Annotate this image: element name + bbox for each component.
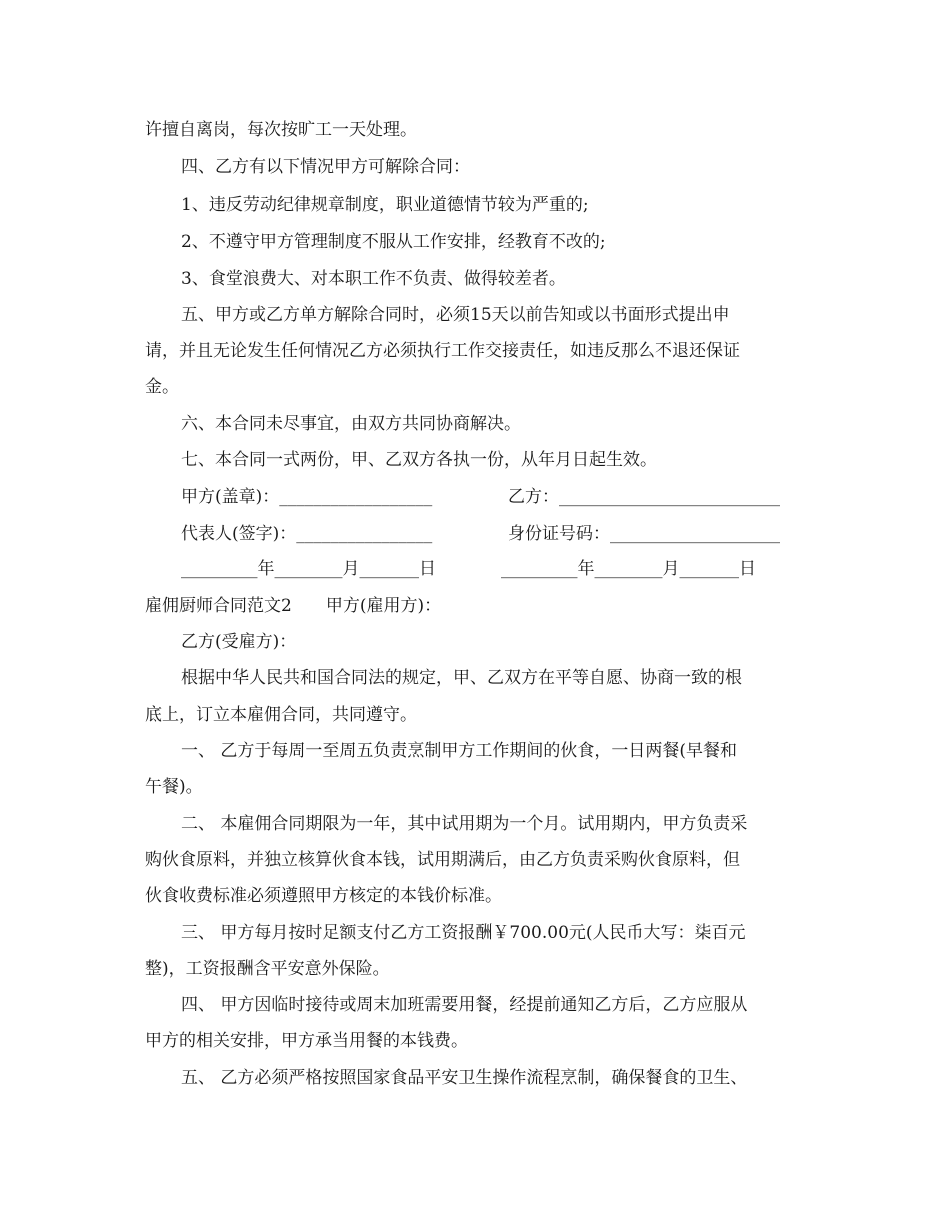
text-line: 底上，订立本雇佣合同，共同遵守。 <box>145 705 417 725</box>
id-number-field: 身份证号码：____________________ <box>508 524 780 544</box>
text-line: 四、乙方有以下情况甲方可解除合同： <box>181 157 470 177</box>
text-line: 四、 甲方因临时接待或周末加班需要用餐，经提前通知乙方后，乙方应服从 <box>181 995 748 1015</box>
text-line: 许擅自离岗，每次按旷工一天处理。 <box>145 120 417 140</box>
text-line: 金。 <box>145 377 179 397</box>
text-line: 2、不遵守甲方管理制度不服从工作安排，经教育不改的; <box>181 232 606 252</box>
text-line: 午餐)。 <box>145 777 203 797</box>
text-line: 请，并且无论发生任何情况乙方必须执行工作交接责任，如违反那么不退还保证 <box>145 341 740 361</box>
text-line: 3、食堂浪费大、对本职工作不负责、做得较差者。 <box>181 269 566 289</box>
text-line: 整)，工资报酬含平安意外保险。 <box>145 959 390 979</box>
text-line: 六、本合同未尽事宜，由双方共同协商解决。 <box>181 414 521 434</box>
text-line: 1、违反劳动纪律规章制度，职业道德情节较为严重的; <box>181 195 589 215</box>
text-line: 五、 乙方必须严格按照国家食品平安卫生操作流程烹制，确保餐食的卫生、 <box>181 1068 748 1088</box>
text-line: 三、 甲方每月按时足额支付乙方工资报酬￥700.00元(人民币大写：柒百元 <box>181 923 746 943</box>
text-line: 二、 本雇佣合同期限为一年，其中试用期为一个月。试用期内，甲方负责采 <box>181 814 748 834</box>
party-b-field: 乙方：__________________________ <box>508 487 780 507</box>
text-line: 甲方的相关安排，甲方承当用餐的本钱费。 <box>145 1031 468 1051</box>
date-field-b: _________年________月_______日 <box>501 559 756 579</box>
text-line: 一、 乙方于每周一至周五负责烹制甲方工作期间的伙食，一日两餐(早餐和 <box>181 741 738 761</box>
text-line: 雇佣厨师合同范文2 甲方(雇用方)： <box>145 596 442 616</box>
date-field-a: _________年________月_______日 <box>181 559 436 579</box>
text-line: 购伙食原料，并独立核算伙食本钱，试用期满后，由乙方负责采购伙食原料，但 <box>145 850 740 870</box>
text-line: 乙方(受雇方)： <box>181 632 297 652</box>
representative-signature-field: 代表人(签字)：________________ <box>181 524 433 544</box>
text-line: 七、本合同一式两份，甲、乙双方各执一份，从年月日起生效。 <box>181 450 657 470</box>
text-line: 伙食收费标准必须遵照甲方核定的本钱价标准。 <box>145 886 502 906</box>
text-line: 根据中华人民共和国合同法的规定，甲、乙双方在平等自愿、协商一致的根 <box>181 668 742 688</box>
party-a-seal-field: 甲方(盖章)：__________________ <box>181 487 433 507</box>
text-line: 五、甲方或乙方单方解除合同时，必须15天以前告知或以书面形式提出申 <box>181 305 730 325</box>
